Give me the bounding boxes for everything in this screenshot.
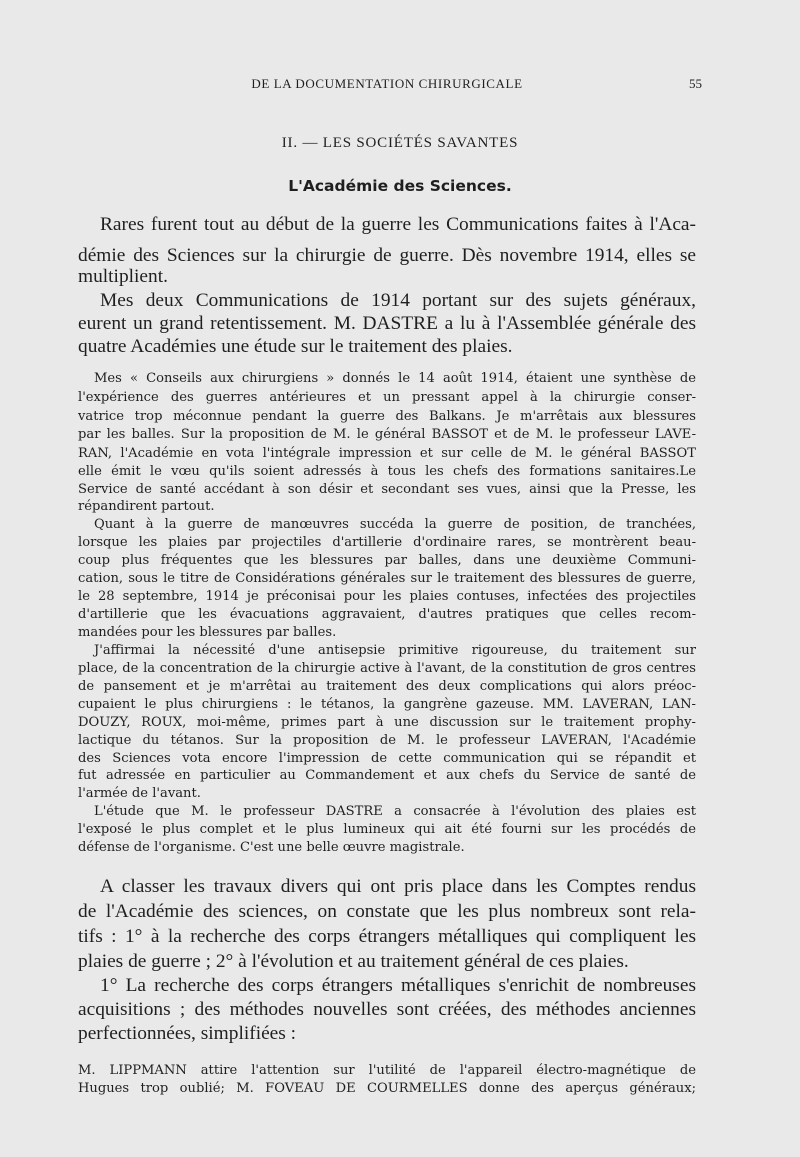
subheading: L'Académie des Sciences. bbox=[288, 177, 512, 195]
note-line: Quant à la guerre de manœuvres succéda la guerre de position, de tranchées, bbox=[94, 517, 696, 532]
note-line: Hugues trop oublié; M. FOVEAU DE COURMELLES donne des aperçus généraux; bbox=[78, 1081, 696, 1096]
paragraph-line: Rares furent tout au début de la guerre les Communications faites à l'Aca- bbox=[100, 214, 696, 235]
paragraph-line: eurent un grand retentissement. M. DASTRE a lu à l'Assemblée générale des bbox=[78, 313, 696, 334]
note-line: mandées pour les blessures par balles. bbox=[78, 625, 337, 640]
note-line: DOUZY, ROUX, moi-même, primes part à une discussion sur le traitement prophy- bbox=[78, 715, 696, 730]
note-line: elle émit le vœu qu'ils soient adressés à tous les chefs des formations sanitaires.Le bbox=[78, 464, 696, 479]
note-line: l'expérience des guerres antérieures et un pressant appel à la chirurgie conser- bbox=[78, 390, 696, 405]
note-line: le 28 septembre, 1914 je préconisai pour les plaies contuses, infectées des projectiles bbox=[78, 589, 696, 604]
running-head-title: DE LA DOCUMENTATION CHIRURGICALE bbox=[251, 76, 523, 91]
running-head bbox=[78, 76, 702, 96]
note-line: de pansement et je m'arrêtai au traitement des deux complications qui alors préoc- bbox=[78, 679, 696, 694]
paragraph-line: A classer les travaux divers qui ont pris place dans les Comptes rendus bbox=[100, 876, 696, 897]
note-line: cupaient le plus chirurgiens : le tétanos, la gangrène gazeuse. MM. LAVERAN, LAN- bbox=[78, 697, 696, 712]
note-line: l'exposé le plus complet et le plus lumineux qui ait été fourni sur les procédés de bbox=[78, 822, 696, 837]
paragraph-line: acquisitions ; des méthodes nouvelles sont créées, des méthodes anciennes bbox=[78, 999, 696, 1020]
note-line: répandirent partout. bbox=[78, 499, 215, 514]
paragraph-line: quatre Académies une étude sur le traitement des plaies. bbox=[78, 336, 513, 357]
paragraph-line: démie des Sciences sur la chirurgie de guerre. Dès novembre 1914, elles se bbox=[78, 245, 696, 266]
paragraph-line: multiplient. bbox=[78, 266, 168, 287]
note-line: l'armée de l'avant. bbox=[78, 786, 201, 801]
page-number: 55 bbox=[689, 76, 702, 91]
note-line: défense de l'organisme. C'est une belle œuvre magistrale. bbox=[78, 840, 465, 855]
note-line: J'affirmai la nécessité d'une antisepsie primitive rigoureuse, du traitement sur bbox=[94, 643, 696, 658]
note-line: place, de la concentration de la chirurgie active à l'avant, de la constitution de gros centres bbox=[78, 661, 696, 676]
note-line: lorsque les plaies par projectiles d'artillerie d'ordinaire rares, se montrèrent beau- bbox=[78, 535, 696, 550]
note-line: L'étude que M. le professeur DASTRE a consacrée à l'évolution des plaies est bbox=[94, 804, 696, 819]
paragraph-line: tifs : 1° à la recherche des corps étrangers métalliques qui compliquent les bbox=[78, 926, 696, 947]
note-line: par les balles. Sur la proposition de M. le général BASSOT et de M. le professeur LAVE- bbox=[78, 427, 696, 442]
note-line: RAN, l'Académie en vota l'intégrale impression et sur celle de M. le général BASSOT bbox=[78, 446, 696, 461]
note-line: Service de santé accédant à son désir et secondant ses vues, ainsi que la Presse, les bbox=[78, 482, 696, 497]
paragraph-line: de l'Académie des sciences, on constate que les plus nombreux sont rela- bbox=[78, 901, 696, 922]
paragraph-line: perfectionnées, simplifiées : bbox=[78, 1023, 297, 1044]
note-line: lactique du tétanos. Sur la proposition de M. le professeur LAVERAN, l'Académie bbox=[78, 733, 696, 748]
note-line: des Sciences vota encore l'impression de cette communication qui se répandit et bbox=[78, 751, 696, 766]
note-line: d'artillerie que les évacuations aggravaient, d'autres pratiques que celles recom- bbox=[78, 607, 696, 622]
note-line: cation, sous le titre de Considérations générales sur le traitement des blessures de guerre, bbox=[78, 571, 696, 586]
note-line: Mes « Conseils aux chirurgiens » donnés le 14 août 1914, étaient une synthèse de bbox=[94, 371, 696, 386]
paragraph-line: Mes deux Communications de 1914 portant sur des sujets généraux, bbox=[100, 290, 696, 311]
note-line: fut adressée en particulier au Commandement et aux chefs du Service de santé de bbox=[78, 768, 696, 783]
note-line: coup plus fréquentes que les blessures par balles, dans une deuxième Communi- bbox=[78, 553, 696, 568]
note-line: vatrice trop méconnue pendant la guerre des Balkans. Je m'arrêtais aux blessures bbox=[78, 409, 696, 424]
section-heading: II. — LES SOCIÉTÉS SAVANTES bbox=[281, 135, 519, 151]
paragraph-line: 1° La recherche des corps étrangers métalliques s'enrichit de nombreuses bbox=[100, 975, 696, 996]
note-line: M. LIPPMANN attire l'attention sur l'utilité de l'appareil électro-magnétique de bbox=[78, 1063, 696, 1078]
paragraph-line: plaies de guerre ; 2° à l'évolution et au traitement général de ces plaies. bbox=[78, 951, 629, 972]
